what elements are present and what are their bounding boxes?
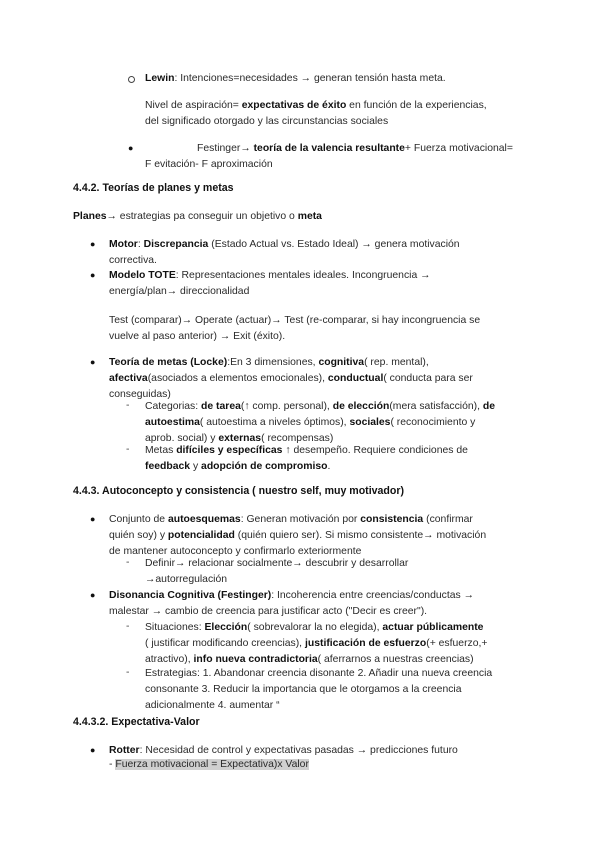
bullet-icon: ● (128, 143, 134, 153)
autoesquemas-item: Conjunto de autoesquemas: Generan motivación por consistencia (confirmar quién soy) y potencialidad (quién quiero ser). Si mismo consistente→ motivación de mantener autoconcepto y confirmarlo exteriormente (109, 514, 487, 557)
disonancia-item: Disonancia Cognitiva (Festinger): Incoherencia entre creencias/conductas → malestar → cambio de creencia para justificar acto ("Decir es creer"). (109, 590, 474, 617)
planes-line: Planes→ estrategias pa conseguir un objetivo o meta (73, 211, 322, 222)
fuerza-motivacional-line: - Fuerza motivacional = Expectativa)x Valor (109, 759, 309, 770)
bullet-icon: ● (90, 357, 96, 367)
circle-bullet-icon (128, 76, 135, 83)
bullet-icon: ● (90, 270, 96, 280)
section-heading-442: 4.4.2. Teorías de planes y metas (73, 182, 234, 194)
tote-item: Modelo TOTE: Representaciones mentales ideales. Incongruencia → energía/plan→ direccionalidad (109, 270, 431, 297)
section-heading-4432: 4.4.3.2. Expectativa-Valor (73, 716, 200, 728)
dash-bullet: - (126, 400, 130, 411)
festinger-line: Festinger→ teoría de la valencia resultante+ Fuerza motivacional= F evitación- F aproximación (145, 143, 513, 170)
bullet-icon: ● (90, 745, 96, 755)
rotter-item: Rotter: Necesidad de control y expectativas pasadas → predicciones futuro (109, 745, 458, 756)
dash-bullet: - (126, 557, 130, 568)
bullet-icon: ● (90, 239, 96, 249)
bullet-icon: ● (90, 590, 96, 600)
categorias-item: Categorias: de tarea(↑ comp. personal), de elección(mera satisfacción), de autoestima( autoestima a niveles óptimos), sociales( reconocimiento y aprob. social) y externas( recompensas) (145, 401, 496, 444)
bullet-icon: ● (90, 514, 96, 524)
metas-item: Metas difíciles y específicas ↑ desempeño. Requiere condiciones de feedback y adopción de compromiso. (145, 445, 468, 472)
tote-test-text: Test (comparar)→ Operate (actuar)→ Test (re-comparar, si hay incongruencia se vuelve al paso anterior) → Exit (éxito). (109, 315, 481, 342)
dash-bullet: - (126, 667, 130, 678)
lewin-line: Lewin: Intenciones=necesidades → generan tensión hasta meta. (145, 73, 446, 84)
locke-item: Teoría de metas (Locke):En 3 dimensiones, cognitiva( rep. mental), afectiva(asociados a elementos emocionales), conductual( conducta para ser conseguidas) (109, 357, 473, 400)
estrategias-item: Estrategias: 1. Abandonar creencia disonante 2. Añadir una nueva creencia consonante 3. Reducir la importancia que le otorgamos a la creencia adicionalmente 4. aumentar “ (145, 668, 493, 711)
dash-bullet: - (126, 444, 130, 455)
section-heading-443: 4.4.3. Autoconcepto y consistencia ( nuestro self, muy motivador) (73, 485, 405, 497)
definir-item: Definir→ relacionar socialmente→ descubrir y desarrollar →autorregulación (145, 558, 409, 585)
motor-item: Motor: Discrepancia (Estado Actual vs. Estado Ideal) → genera motivación correctiva. (109, 239, 460, 266)
lewin-aspiration: Nivel de aspiración= expectativas de éxito en función de la experiencias, del significado otorgado y las circunstancias sociales (145, 100, 487, 127)
dash-bullet: - (126, 621, 130, 632)
situaciones-item: Situaciones: Elección( sobrevalorar la no elegida), actuar públicamente ( justificar modificando creencias), justificación de esfuerzo(+ esfuerzo,+ atractivo), info nueva contradictoria( aferrarnos a nuestras creencias) (145, 622, 488, 665)
highlighted-formula: Fuerza motivacional = Expectativa)x Valor (115, 759, 309, 770)
